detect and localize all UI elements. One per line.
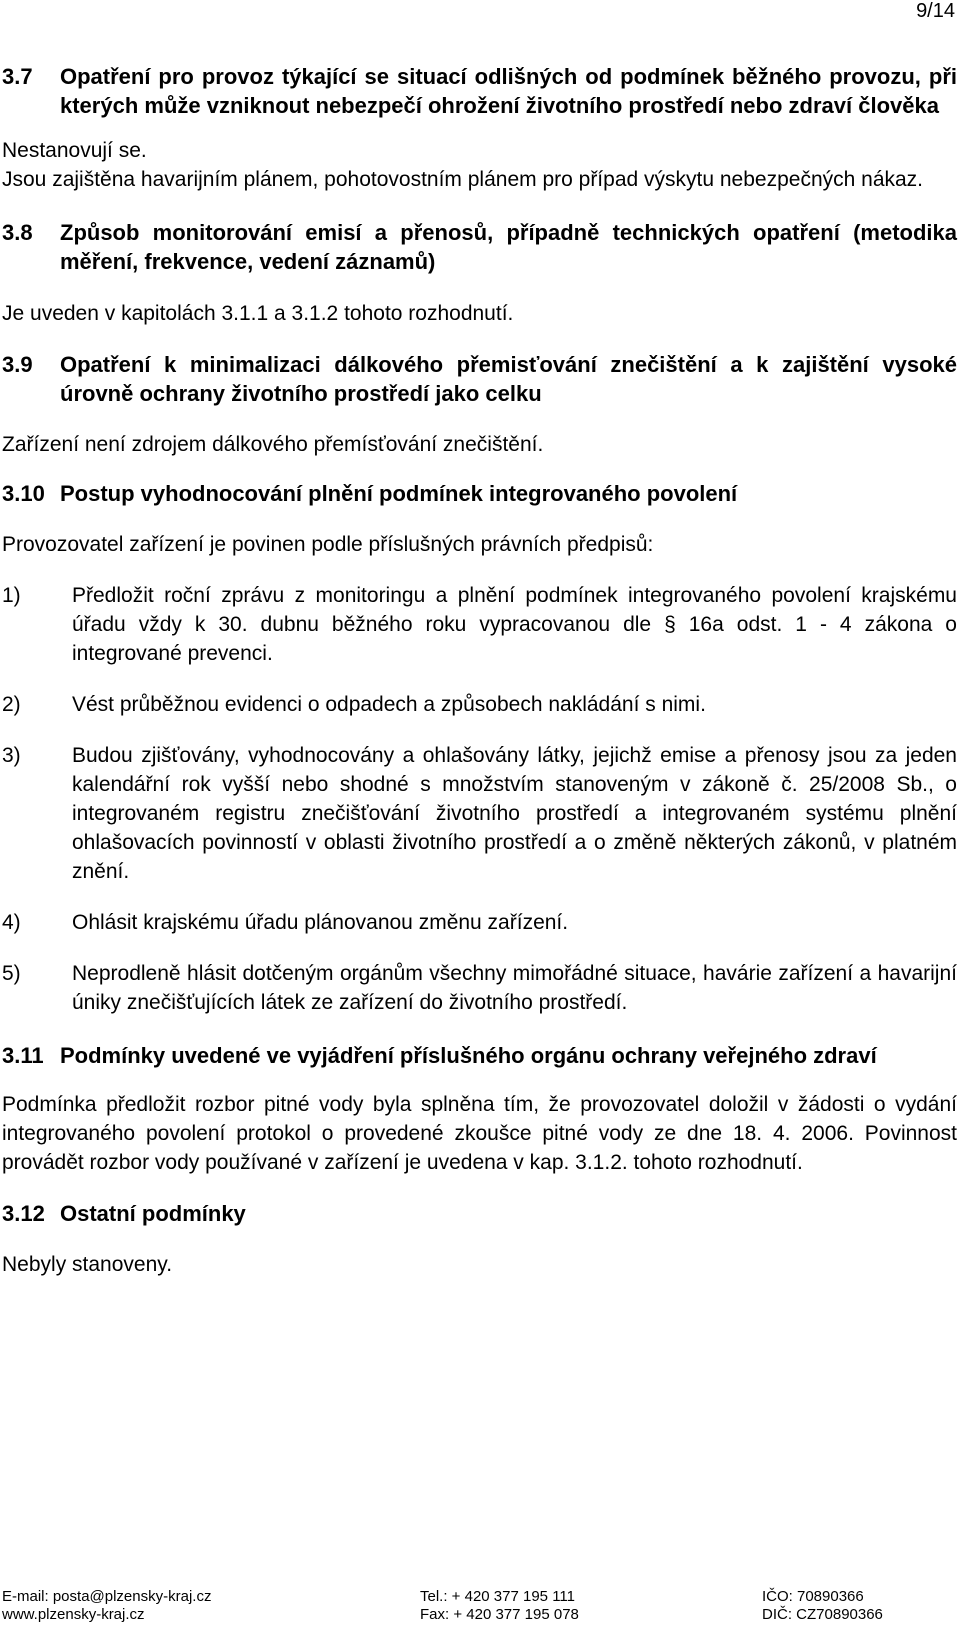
list-item-text: Budou zjišťovány, vyhodnocovány a ohlašovány látky, jejichž emise a přenosy jsou za jeden kalendářní rok vyšší nebo shodné s množstvím stanoveným v zákoně č. 25/2008 Sb., o integrovaném registru znečišťování životního prostředí a integrovaném systému plnění ohlašovacích povinností v oblasti životního prostředí a o změně některých zákonů, v platném znění. <box>72 744 957 883</box>
document-body <box>2 62 957 1279</box>
section-title: Ostatní podmínky <box>60 1201 246 1226</box>
list-item <box>2 741 957 886</box>
list-item-text: Ohlásit krajskému úřadu plánovanou změnu zařízení. <box>72 911 569 934</box>
footer-ids <box>762 1588 883 1624</box>
footer-fax: Fax: + 420 377 195 078 <box>420 1606 579 1623</box>
section-number: 3.10 <box>2 481 45 506</box>
paragraph: Zařízení není zdrojem dálkového přemísťování znečištění. <box>2 433 544 456</box>
section-heading-3-10 <box>2 479 957 508</box>
paragraph: Provozovatel zařízení je povinen podle příslušných právních předpisů: <box>2 533 654 556</box>
footer-email: E-mail: posta@plzensky-kraj.cz <box>2 1588 212 1605</box>
footer-ico: IČO: 70890366 <box>762 1588 864 1605</box>
list-item <box>2 690 957 719</box>
section-number: 3.12 <box>2 1201 45 1226</box>
paragraph: Jsou zajištěna havarijním plánem, pohotovostním plánem pro případ výskytu nebezpečných nákaz. <box>2 168 924 191</box>
section-heading-3-11 <box>2 1041 957 1070</box>
list-item-number: 2) <box>2 693 21 716</box>
list-item-number: 3) <box>2 744 21 767</box>
list-item <box>2 581 957 668</box>
section-number: 3.7 <box>2 64 33 89</box>
section-number: 3.11 <box>2 1043 44 1068</box>
paragraph: Nestanovují se. <box>2 139 147 162</box>
footer-contact-phone <box>420 1588 579 1624</box>
list-item-text: Vést průběžnou evidenci o odpadech a způsobech nakládání s nimi. <box>72 693 706 716</box>
section-number: 3.8 <box>2 220 33 245</box>
paragraph: Podmínka předložit rozbor pitné vody byla splněna tím, že provozovatel doložil v žádosti o vydání integrovaného povolení protokol o provedené zkoušce pitné vody ze dne 18. 4. 2006. Povinnost provádět rozbor vody používané v zařízení je uvedena v kap. 3.1.2. tohoto rozhodnutí. <box>2 1093 957 1174</box>
section-title: Způsob monitorování emisí a přenosů, případně technických opatření (metodika měření, frekvence, vedení záznamů) <box>60 220 957 274</box>
section-heading-3-9 <box>2 350 957 408</box>
footer-contact-web <box>2 1588 211 1624</box>
page-number: 9/14 <box>916 0 955 22</box>
list-item <box>2 908 957 937</box>
list-item-text: Neprodleně hlásit dotčeným orgánům všechny mimořádné situace, havárie zařízení a havarijní úniky znečišťujících látek ze zařízení do životního prostředí. <box>72 962 957 1014</box>
list-item-number: 4) <box>2 911 21 934</box>
list-item-number: 1) <box>2 584 21 607</box>
list-item-text: Předložit roční zprávu z monitoringu a plnění podmínek integrovaného povolení krajskému úřadu vždy k 30. dubnu běžného roku vypracovanou dle § 16a odst. 1 - 4 zákona o integrované prevenci. <box>72 584 957 665</box>
list-item-number: 5) <box>2 962 21 985</box>
footer-dic: DIČ: CZ70890366 <box>762 1606 883 1623</box>
section-title: Opatření k minimalizaci dálkového přemisťování znečištění a k zajištění vysoké úrovně ochrany životního prostředí jako celku <box>60 352 957 406</box>
section-title: Podmínky uvedené ve vyjádření příslušného orgánu ochrany veřejného zdraví <box>60 1043 877 1068</box>
footer-tel: Tel.: + 420 377 195 111 <box>420 1588 575 1605</box>
section-heading-3-7 <box>2 62 957 120</box>
paragraph: Je uveden v kapitolách 3.1.1 a 3.1.2 tohoto rozhodnutí. <box>2 302 514 325</box>
section-title: Postup vyhodnocování plnění podmínek integrovaného povolení <box>60 481 738 506</box>
section-title: Opatření pro provoz týkající se situací odlišných od podmínek běžného provozu, při kterých může vzniknout nebezpečí ohrožení životního prostředí nebo zdraví člověka <box>60 64 957 118</box>
paragraph: Nebyly stanoveny. <box>2 1253 173 1276</box>
section-heading-3-8 <box>2 218 957 276</box>
section-number: 3.9 <box>2 352 33 377</box>
footer-web: www.plzensky-kraj.cz <box>2 1606 145 1623</box>
list-item <box>2 959 957 1017</box>
section-heading-3-12 <box>2 1199 957 1228</box>
